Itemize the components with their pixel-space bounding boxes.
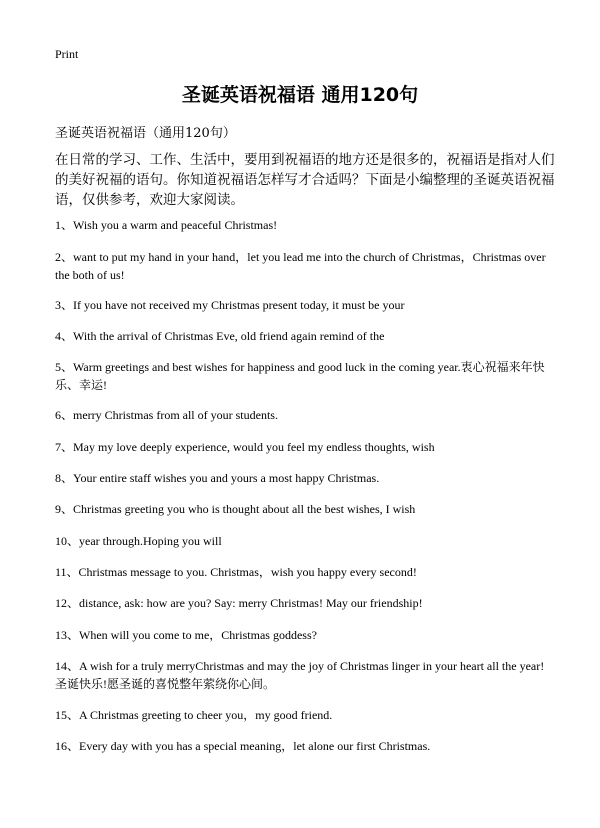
list-item: 4、With the arrival of Christmas Eve, old friend again remind of the — [55, 329, 385, 343]
list-item: 11、Christmas message to you. Christmas，wish you happy every second! — [55, 565, 417, 579]
intro-paragraph: 在日常的学习、工作、生活中，要用到祝福语的地方还是很多的，祝福语是指对人们的美好祝福的语句。你知道祝福语怎样写才合适吗？下面是小编整理的圣诞英语祝福语，仅供参考，欢迎大家阅读。 — [55, 152, 555, 208]
list-item: 8、Your entire staff wishes you and yours a most happy Christmas. — [55, 471, 380, 485]
list-item: 9、Christmas greeting you who is thought about all the best wishes, I wish — [55, 502, 416, 516]
print-label: Print — [55, 47, 79, 61]
list-item: 5、Warm greetings and best wishes for happiness and good luck in the coming year.衷心祝福来年快乐、幸运! — [55, 360, 545, 392]
list-item: 10、year through.Hoping you will — [55, 534, 222, 548]
subtitle: 圣诞英语祝福语（通用120句） — [55, 126, 236, 141]
list-item: 13、When will you come to me，Christmas goddess? — [55, 628, 317, 642]
list-item: 3、If you have not received my Christmas present today, it must be your — [55, 298, 405, 312]
list-item: 7、May my love deeply experience, would you feel my endless thoughts, wish — [55, 440, 435, 454]
list-item: 6、merry Christmas from all of your students. — [55, 408, 278, 422]
list-item: 12、distance, ask: how are you? Say: merry Christmas! May our friendship! — [55, 596, 423, 610]
list-item: 2、want to put my hand in your hand，let you lead me into the church of Christmas，Christmas over the both of us! — [55, 250, 546, 282]
list-item: 16、Every day with you has a special meaning，let alone our first Christmas. — [55, 739, 431, 753]
list-item: 14、A wish for a truly merryChristmas and may the joy of Christmas linger in your heart all the year!圣诞快乐!愿圣诞的喜悦整年萦绕你心间。 — [55, 659, 545, 691]
list-item: 1、Wish you a warm and peaceful Christmas! — [55, 218, 278, 232]
list-item: 15、A Christmas greeting to cheer you，my good friend. — [55, 708, 333, 722]
page-title: 圣诞英语祝福语 通用120句 — [181, 84, 419, 106]
